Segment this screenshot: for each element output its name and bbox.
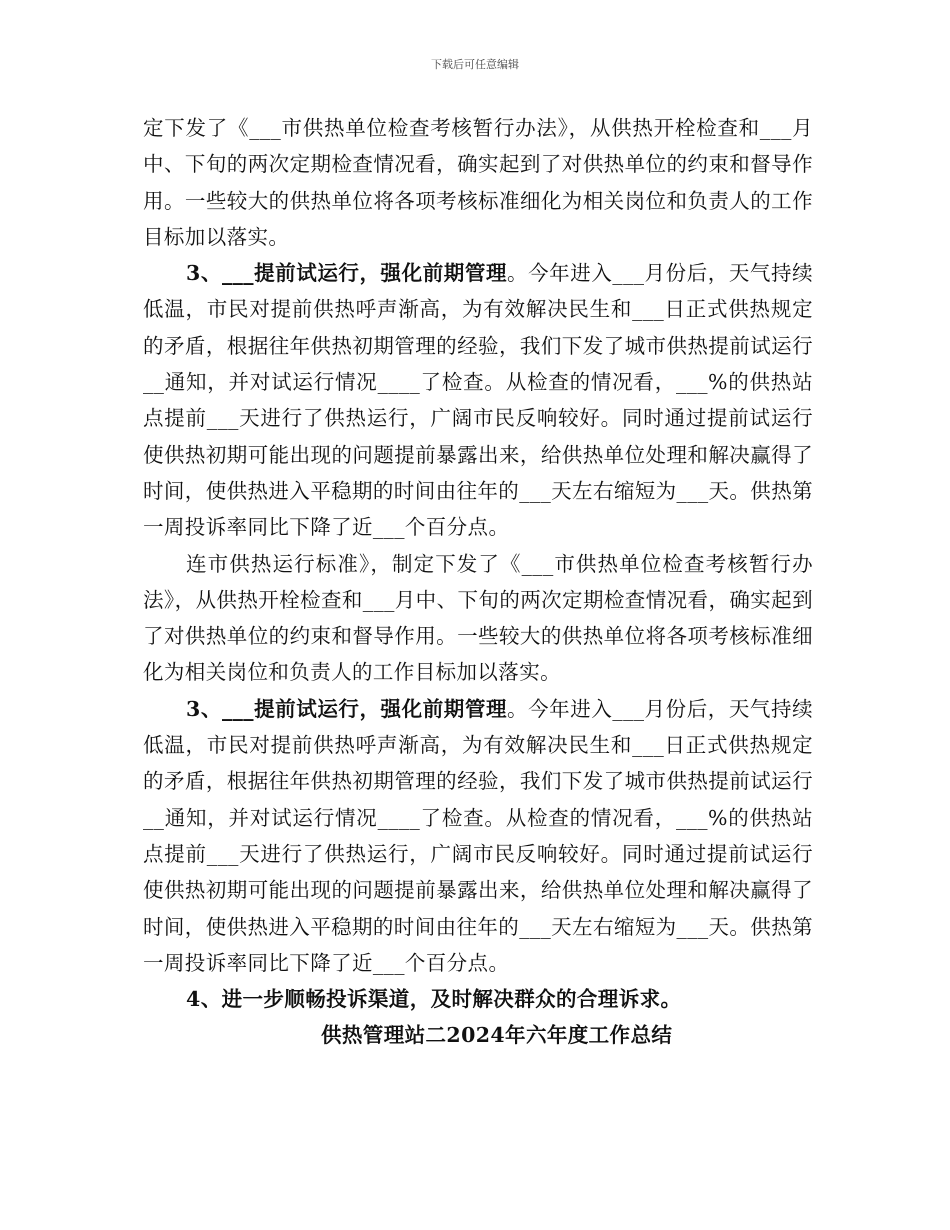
paragraph-2-text: 。今年进入___月份后，天气持续低温，市民对提前供热呼声渐高，为有效解决民生和___日正式供热规定的矛盾，根据往年供热初期管理的经验，我们下发了城市供热提前试运行__通知，并对试运行情况____了检查。从检查的情况看，___%的供热站点提前___天进行了供热运行，广阔市民反响较好。同时通过提前试运行使供热初期可能出现的问题提前暴露出来，给供热单位处理和解决赢得了时间，使供热进入平稳期的时间由往年的___天左右缩短为___天。供热第一周投诉率同比下降了近___个百分点。 <box>143 261 813 540</box>
paragraph-5 <box>143 981 813 1017</box>
paragraph-2-heading: 3、___提前试运行，强化前期管理 <box>186 261 508 286</box>
paragraph-4-text: 。今年进入___月份后，天气持续低温，市民对提前供热呼声渐高，为有效解决民生和___日正式供热规定的矛盾，根据往年供热初期管理的经验，我们下发了城市供热提前试运行__通知，并对试运行情况____了检查。从检查的情况看，___%的供热站点提前___天进行了供热运行，广阔市民反响较好。同时通过提前试运行使供热初期可能出现的问题提前暴露出来，给供热单位处理和解决赢得了时间，使供热进入平稳期的时间由往年的___天左右缩短为___天。供热第一周投诉率同比下降了近___个百分点。 <box>143 696 813 975</box>
paragraph-4-heading: 3、___提前试运行，强化前期管理 <box>186 696 508 721</box>
page-header: 下载后可任意编辑 <box>431 58 519 71</box>
section-title: 供热管理站二2024年六年度工作总结 <box>321 1023 673 1048</box>
document-body <box>143 110 813 1054</box>
paragraph-4 <box>143 691 813 981</box>
paragraph-3 <box>143 546 813 691</box>
paragraph-1-text: 定下发了《___市供热单位检查考核暂行办法》，从供热开栓检查和___月中、下旬的两次定期检查情况看，确实起到了对供热单位的约束和督导作用。一些较大的供热单位将各项考核标准细化为相关岗位和负责人的工作目标加以落实。 <box>143 116 813 249</box>
paragraph-2 <box>143 255 813 545</box>
paragraph-1 <box>143 110 813 255</box>
paragraph-5-heading: 4、进一步顺畅投诉渠道，及时解决群众的合理诉求。 <box>186 987 682 1012</box>
paragraph-3-text: 连市供热运行标准》，制定下发了《___市供热单位检查考核暂行办法》，从供热开栓检查和___月中、下旬的两次定期检查情况看，确实起到了对供热单位的约束和督导作用。一些较大的供热单位将各项考核标准细化为相关岗位和负责人的工作目标加以落实。 <box>143 551 813 685</box>
